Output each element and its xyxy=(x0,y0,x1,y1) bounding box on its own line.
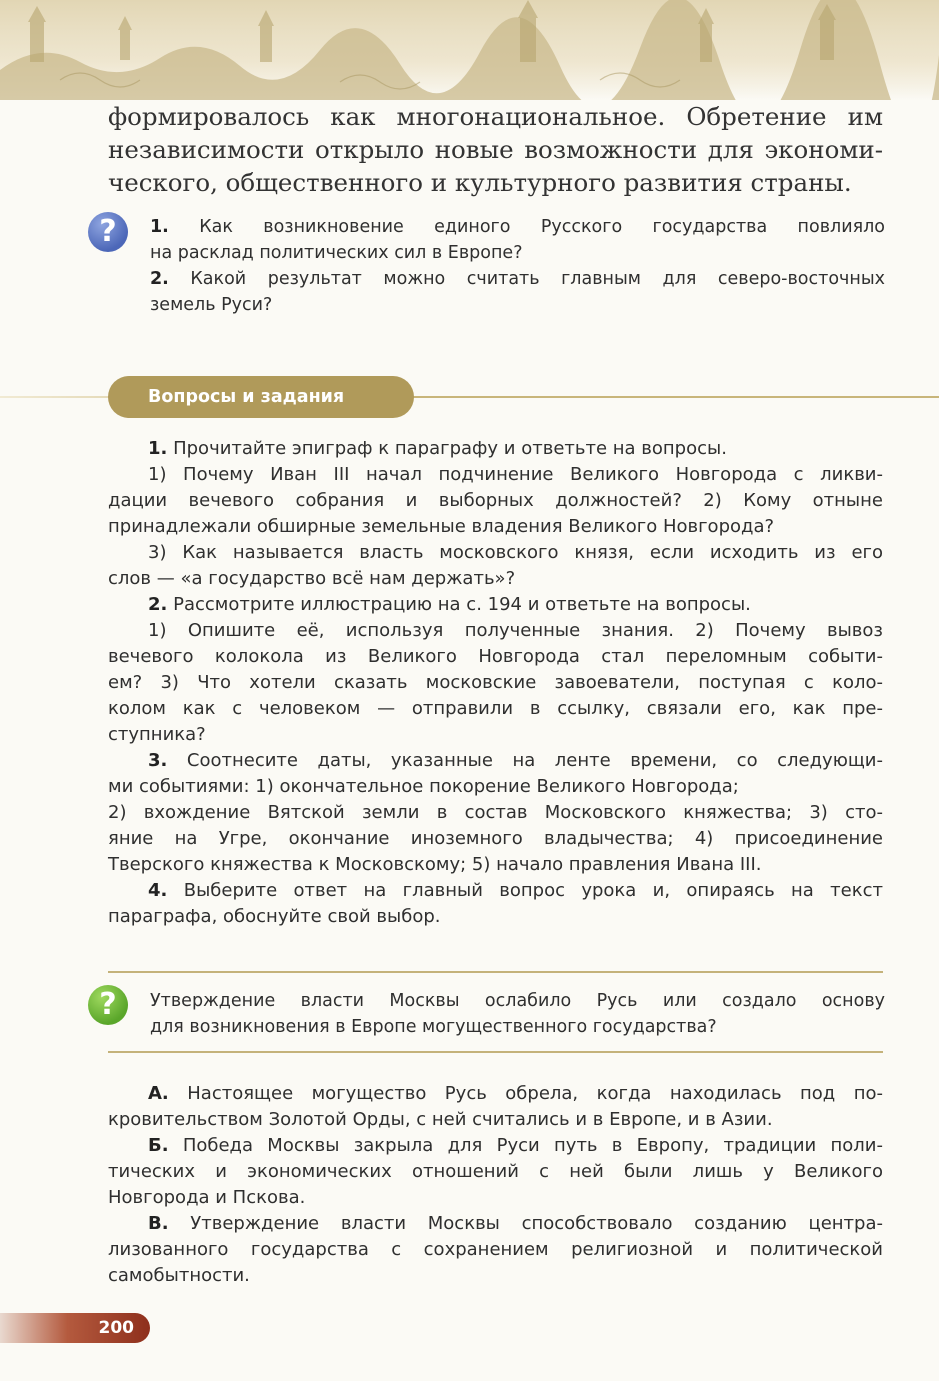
answer-line: лизованного государства с сохранением религиозной и политической xyxy=(108,1239,883,1260)
task-line: параграфа, обоснуйте свой выбор. xyxy=(108,906,441,927)
main-lesson-question xyxy=(150,988,885,1040)
answer-line: Б. Победа Москвы закрыла для Руси путь в Европу, традиции поли- xyxy=(148,1135,883,1156)
section-title: Вопросы и задания xyxy=(108,376,414,418)
task-line: 4. Выберите ответ на главный вопрос урока и, опираясь на текст xyxy=(148,880,883,901)
main-question-line: для возникновения в Европе могущественного государства? xyxy=(150,1017,717,1037)
task-line: ем? 3) Что хотели сказать московские завоеватели, поступая с коло- xyxy=(108,672,883,693)
task-line: 2) вхождение Вятской земли в состав Московского княжества; 3) сто- xyxy=(108,802,883,823)
answer-line: кровительством Золотой Орды, с ней считались и в Европе, и в Азии. xyxy=(108,1109,773,1130)
task-line: дации вечевого собрания и выборных должностей? 2) Кому отныне xyxy=(108,490,883,511)
intro-paragraph xyxy=(108,100,883,199)
task-line: слов — «а государство всё нам держать»? xyxy=(108,568,516,589)
question-icon: ? xyxy=(88,212,128,252)
answer-line: А. Настоящее могущество Русь обрела, когда находилась под по- xyxy=(148,1083,883,1104)
intro-line: независимости открыло новые возможности для экономи- xyxy=(108,135,883,164)
decorative-header-banner xyxy=(0,0,939,100)
task-line: вечевого колокола из Великого Новгорода стал переломным событи- xyxy=(108,646,883,667)
question-line: земель Руси? xyxy=(150,295,273,315)
divider-bottom xyxy=(108,1051,883,1053)
task-line: ступника? xyxy=(108,724,206,745)
question-line: 1. Как возникновение единого Русского государства повлияло xyxy=(150,217,885,237)
answer-line: Новгорода и Пскова. xyxy=(108,1187,306,1208)
question-line: на расклад политических сил в Европе? xyxy=(150,243,523,263)
task-line: яние на Угре, окончание иноземного владычества; 4) присоединение xyxy=(108,828,883,849)
task-line: 1) Почему Иван III начал подчинение Великого Новгорода с ликви- xyxy=(148,464,883,485)
answer-options xyxy=(108,1081,883,1289)
page-number: 200 xyxy=(0,1313,150,1343)
task-line: колом как с человеком — отправили в ссылку, связали его, как пре- xyxy=(108,698,883,719)
banner-illustration xyxy=(0,0,939,100)
main-question-line: Утверждение власти Москвы ослабило Русь или создало основу xyxy=(150,991,885,1011)
intro-line: формировалось как многонациональное. Обретение им xyxy=(108,102,883,131)
task-line: 3) Как называется власть московского князя, если исходить из его xyxy=(148,542,883,563)
divider-top xyxy=(108,971,883,973)
task-line: 1) Опишите её, используя полученные знания. 2) Почему вывоз xyxy=(148,620,883,641)
answer-line: В. Утверждение власти Москвы способствовало созданию центра- xyxy=(148,1213,883,1234)
tasks-list xyxy=(108,436,883,930)
section-header xyxy=(0,376,939,418)
task-line: ми событиями: 1) окончательное покорение Великого Новгорода; xyxy=(108,776,739,797)
intro-line: ческого, общественного и культурного развития страны. xyxy=(108,168,852,197)
answer-line: самобытности. xyxy=(108,1265,250,1286)
answer-line: тических и экономических отношений с ней были лишь у Великого xyxy=(108,1161,883,1182)
question-line: 2. Какой результат можно считать главным для северо-восточных xyxy=(150,269,885,289)
task-line: 2. Рассмотрите иллюстрацию на с. 194 и ответьте на вопросы. xyxy=(148,594,751,615)
review-questions xyxy=(150,214,885,318)
task-line: 3. Соотнесите даты, указанные на ленте времени, со следующи- xyxy=(148,750,883,771)
question-icon: ? xyxy=(88,985,128,1025)
task-line: Тверского княжества к Московскому; 5) начало правления Ивана III. xyxy=(108,854,762,875)
task-line: 1. Прочитайте эпиграф к параграфу и ответьте на вопросы. xyxy=(148,438,727,459)
task-line: принадлежали обширные земельные владения Великого Новгорода? xyxy=(108,516,775,537)
